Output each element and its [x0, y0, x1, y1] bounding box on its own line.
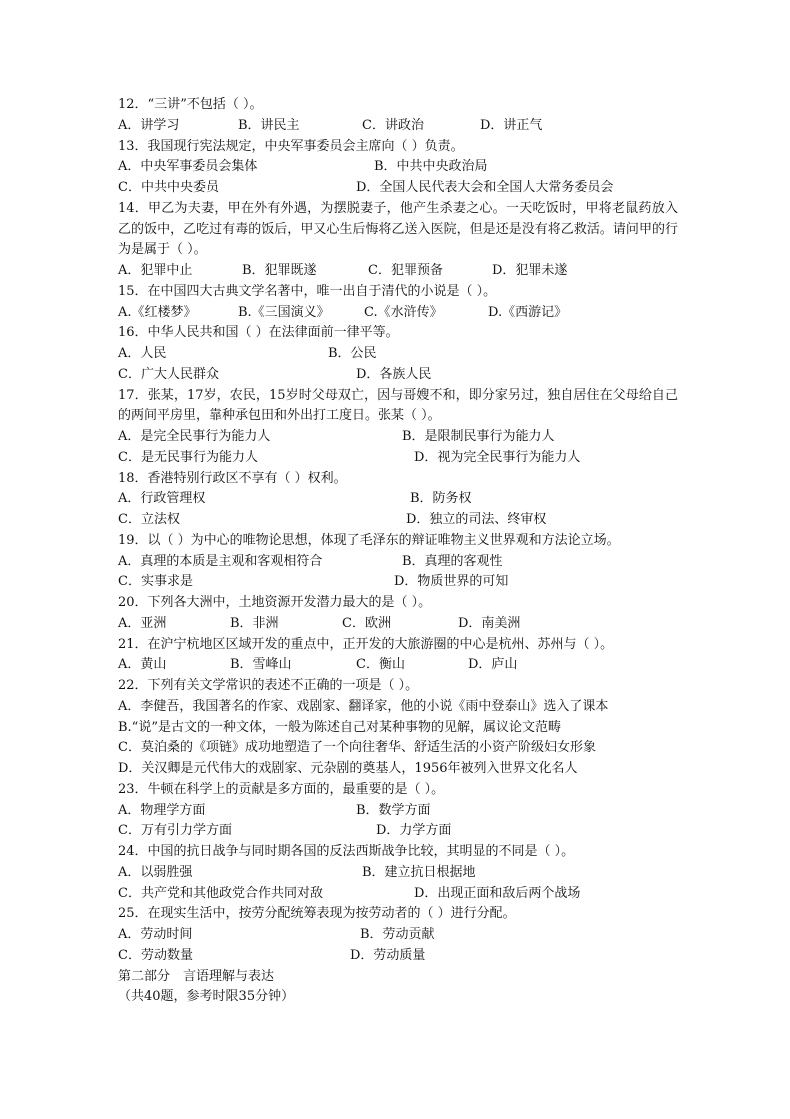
- option-d: D．南美洲: [458, 615, 521, 631]
- option-b: B．雪峰山: [230, 657, 292, 673]
- option-b: B．真理的客观性: [402, 553, 503, 569]
- section-title: 第二部分 言语理解与表达: [118, 968, 275, 984]
- question-16-stem: 16．中华人民共和国（ ）在法律面前一律平等。: [118, 325, 399, 341]
- question-24-options-ab: [118, 863, 678, 884]
- option-b: B．建立抗日根据地: [362, 864, 476, 880]
- question-15-options: [118, 303, 678, 324]
- option-a: A．犯罪中止: [118, 263, 193, 278]
- option-a: A．真理的本质是主观和客观相符合: [118, 553, 323, 569]
- question-22-option-a: A．李健吾，我国著名的作家、戏剧家、翻译家，他的小说《雨中登泰山》选入了课本: [118, 698, 609, 714]
- option-b: B．讲民主: [238, 117, 300, 133]
- option-c: C．欧洲: [342, 615, 391, 631]
- question-19-options-ab: [118, 552, 678, 573]
- question-22-option-c: C．莫泊桑的《项链》成功地塑造了一个向往奢华、舒适生活的小资产阶级妇女形象: [118, 740, 596, 756]
- question-25-options-ab: [118, 925, 678, 946]
- option-a: A．人民: [118, 346, 167, 361]
- option-c: C．立法权: [118, 512, 180, 527]
- option-a: A．劳动时间: [118, 927, 193, 942]
- option-b: B．中共中央政治局: [374, 159, 488, 175]
- question-20-options: [118, 614, 678, 635]
- question-21-options: [118, 655, 678, 676]
- document-page: [118, 95, 678, 1008]
- question-25-options-cd: [118, 946, 678, 967]
- option-d: D.《西游记》: [488, 304, 568, 320]
- question-23-stem: 23．牛顿在科学上的贡献是多方面的，最重要的是（ ）。: [118, 781, 445, 797]
- option-c: C．广大人民群众: [118, 366, 219, 382]
- option-a: A．物理学方面: [118, 802, 206, 818]
- option-c: C．实事求是: [118, 574, 193, 590]
- question-19-options-cd: [118, 572, 678, 593]
- question-21-stem: 21．在沪宁杭地区区域开发的重点中，正开发的大旅游圈的中心是杭州、苏州与（ ）。: [118, 636, 614, 652]
- option-a: A．中央军事委员会集体: [118, 159, 258, 175]
- option-b: B．劳动贡献: [360, 927, 435, 942]
- option-a: A．以弱胜强: [118, 864, 193, 880]
- question-22-option-b: B.“说”是古文的一种文体，一般为陈述自己对某种事物的见解，属议论文范畴: [118, 719, 561, 735]
- question-18-stem: 18．香港特别行政区不享有（ ）权利。: [118, 470, 347, 486]
- question-14-options: [118, 261, 678, 282]
- question-22-stem: 22．下列有关文学常识的表述不正确的一项是（ ）。: [118, 678, 419, 693]
- question-13-stem: 13．我国现行宪法规定，中央军事委员会主席向（ ）负责。: [118, 138, 464, 154]
- question-15-stem: 15．在中国四大古典文学名著中，唯一出自于清代的小说是（ ）。: [118, 283, 497, 299]
- question-12-options: [118, 116, 678, 137]
- option-a: A．亚洲: [118, 615, 167, 631]
- question-22-option-d: D．关汉卿是元代伟大的戏剧家、元杂剧的奠基人，1956年被列入世界文化名人: [118, 761, 578, 776]
- question-19-stem: 19．以（ ）为中心的唯物论思想，体现了毛泽东的辩证唯物主义世界观和方法论立场。: [118, 532, 620, 548]
- question-18-options-cd: [118, 510, 678, 531]
- option-b: B．公民: [328, 346, 377, 361]
- option-d: D．力学方面: [376, 823, 452, 839]
- option-b: B.《三国演义》: [238, 304, 330, 320]
- question-16-options-cd: [118, 365, 678, 386]
- question-23-options-cd: [118, 821, 678, 842]
- option-d: D．劳动质量: [350, 947, 426, 963]
- question-12-stem: 12．“三讲”不包括（ ）。: [118, 97, 263, 112]
- question-20-stem: 20．下列各大洲中，土地资源开发潜力最大的是（ ）。: [118, 595, 432, 610]
- option-a: A．讲学习: [118, 117, 180, 133]
- question-25-stem: 25．在现实生活中，按劳分配统筹表现为按劳动者的（ ）进行分配。: [118, 906, 516, 922]
- option-a: A．黄山: [118, 657, 167, 673]
- option-c: C．万有引力学方面: [118, 823, 232, 839]
- question-17-options-ab: [118, 427, 678, 448]
- option-b: B．是限制民事行为能力人: [402, 429, 555, 444]
- option-c: C．劳动数量: [118, 947, 193, 963]
- option-c: C．共产党和其他政党合作共同对敌: [118, 885, 323, 901]
- option-d: D．犯罪未遂: [492, 263, 568, 278]
- option-d: D．视为完全民事行为能力人: [414, 449, 581, 465]
- option-d: D．讲正气: [480, 117, 543, 133]
- question-17-options-cd: [118, 448, 678, 469]
- option-d: D．各族人民: [356, 366, 432, 382]
- option-d: D．物质世界的可知: [394, 574, 509, 590]
- question-13-options-ab: [118, 157, 678, 178]
- option-d: D．庐山: [468, 657, 518, 673]
- question-14-stem: 14．甲乙为夫妻，甲在外有外遇，为摆脱妻子，他产生杀妻之心。一天吃饭时，甲将老鼠药放入乙的饭中，乙吃过有毒的饭后，甲又心生后悔将乙送入医院，但是还是没有将乙救活。请问甲的行为是属于（ ）。: [118, 200, 678, 258]
- option-b: B．非洲: [230, 615, 279, 631]
- option-c: C．中共中央委员: [118, 180, 219, 195]
- option-a: A.《红楼梦》: [118, 304, 197, 320]
- question-17-stem: 17．张某，17岁，农民，15岁时父母双亡，因与哥嫂不和，即分家另过，独自居住在父母给自己的两间平房里，靠种承包田和外出打工度日。张某（ ）。: [118, 387, 678, 424]
- option-c: C．讲政治: [362, 117, 424, 133]
- option-c: C.《水浒传》: [364, 304, 443, 320]
- question-13-options-cd: [118, 178, 678, 199]
- question-23-options-ab: [118, 801, 678, 822]
- section-note: （共40题，参考时限35分钟）: [118, 989, 295, 1005]
- option-b: B．防务权: [410, 491, 472, 507]
- option-c: C．犯罪预备: [368, 263, 443, 278]
- option-b: B．数学方面: [356, 802, 431, 818]
- option-b: B．犯罪既遂: [242, 263, 317, 278]
- option-c: C．衡山: [356, 657, 405, 673]
- question-18-options-ab: [118, 489, 678, 510]
- option-d: D．独立的司法、终审权: [406, 512, 547, 527]
- question-24-options-cd: [118, 884, 678, 905]
- option-d: D．全国人民代表大会和全国人大常务委员会: [356, 180, 614, 195]
- option-d: D．出现正面和敌后两个战场: [414, 885, 581, 901]
- option-a: A．行政管理权: [118, 491, 206, 507]
- question-16-options-ab: [118, 344, 678, 365]
- question-24-stem: 24．中国的抗日战争与同时期各国的反法西斯战争比较，其明显的不同是（ ）。: [118, 844, 575, 859]
- option-c: C．是无民事行为能力人: [118, 449, 258, 465]
- option-a: A．是完全民事行为能力人: [118, 429, 271, 444]
